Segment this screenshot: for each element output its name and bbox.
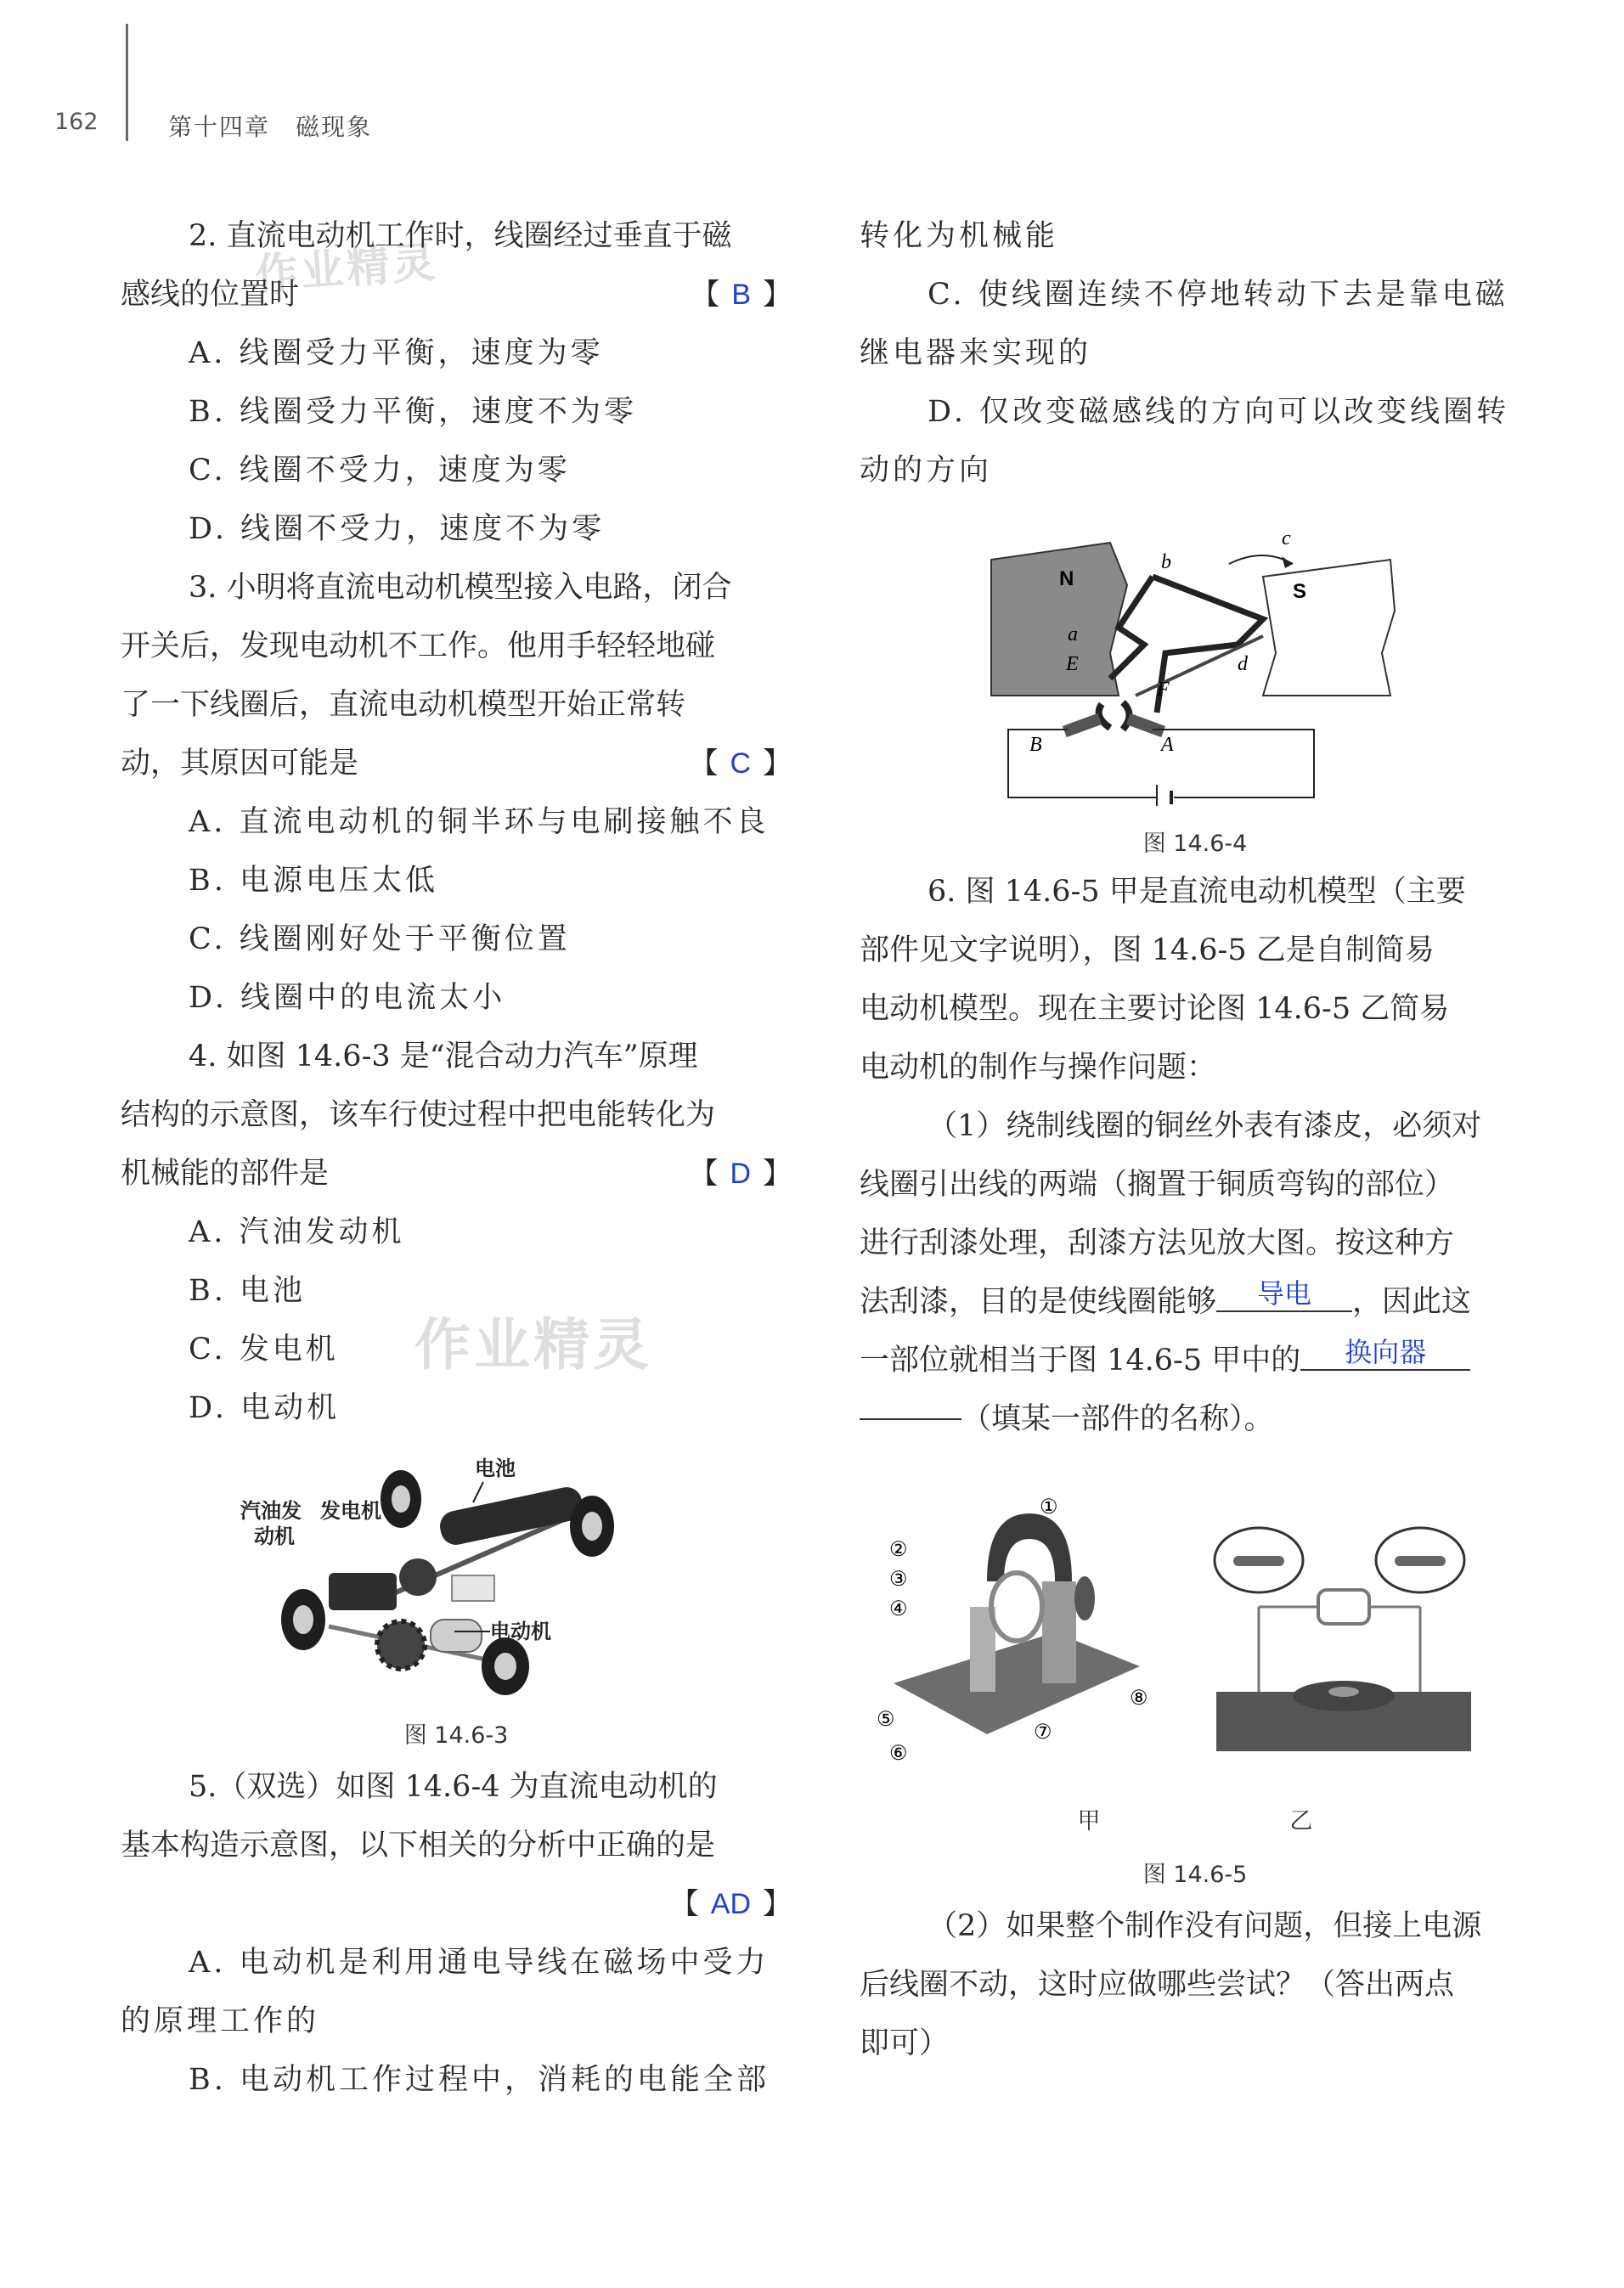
fill-blank-answer: 导电 (1216, 1276, 1352, 1312)
label-c: c (1282, 527, 1291, 549)
option: D. 线圈不受力，速度不为零 (189, 512, 606, 546)
question-stem: 一部位就相当于图 14.6-5 甲中的 (860, 1344, 1301, 1378)
label-F: F (1157, 679, 1170, 701)
label-motor: 电动机 (490, 1620, 551, 1643)
question-stem: 结构的示意图，该车行使过程中把电能转化为 (121, 1098, 716, 1132)
answer-bracket: 【 D 】 (689, 1157, 792, 1191)
marker-7: ⑦ (1034, 1720, 1052, 1744)
question-stem: 进行刮漆处理，刮漆方法见放大图。按这种方 (860, 1226, 1455, 1260)
question-stem: 部件见文字说明），图 14.6-5 乙是自制简易 (860, 933, 1435, 967)
question-stem: 电动机的制作与操作问题： (860, 1051, 1217, 1085)
answer-choice: B (731, 279, 751, 311)
question-stem: （2）如果整个制作没有问题，但接上电源 (928, 1909, 1482, 1943)
answer-choice: C (730, 747, 751, 780)
marker-1: ① (1040, 1495, 1058, 1519)
label-engine: 汽油发 (240, 1499, 302, 1523)
label-a: a (1068, 623, 1078, 645)
question-6 (860, 863, 1531, 1449)
question-3 (121, 559, 792, 1028)
circuit-wire (1153, 730, 1314, 797)
page-number: 162 (54, 109, 99, 135)
marker-2: ② (889, 1537, 908, 1561)
option: 动的方向 (860, 454, 993, 487)
option: D. 仅改变磁感线的方向可以改变线圈转 (928, 395, 1510, 429)
hybrid-car-diagram (235, 1450, 677, 1696)
label-E: E (1066, 653, 1079, 675)
figure-caption: 图 14.6-5 (1142, 1862, 1248, 1888)
controller-shape (452, 1575, 494, 1601)
marker-5: ⑤ (877, 1707, 895, 1731)
figure-caption: 图 14.6-4 (1142, 831, 1248, 857)
label-B: B (1029, 734, 1042, 756)
question-stem: （1）绕制线圈的铜丝外表有漆皮，必须对 (928, 1109, 1482, 1143)
question-stem: 6. 图 14.6-5 甲是直流电动机模型（主要 (928, 875, 1466, 909)
wheel-hub (494, 1653, 516, 1680)
chapter-title: 第十四章 磁现象 (168, 113, 373, 141)
option: C. 线圈不受力，速度为零 (189, 454, 571, 487)
north-magnet (991, 543, 1127, 696)
south-magnet (1263, 560, 1395, 696)
option: B. 电源电压太低 (189, 864, 438, 898)
coil (991, 1573, 1042, 1641)
question-stem: 电动机模型。现在主要讨论图 14.6-5 乙简易 (860, 992, 1450, 1026)
option: D. 电动机 (189, 1391, 341, 1425)
option: 的原理工作的 (121, 2004, 320, 2038)
label-generator: 发电机 (320, 1499, 381, 1523)
brush (1126, 713, 1165, 737)
wheel-hub (582, 1512, 602, 1541)
question-stem: 后线圈不动，这时应做哪些尝试？（答出两点 (860, 1968, 1455, 2002)
question-stem: 法刮漆，目的是使线圈能够 (860, 1285, 1217, 1319)
homemade-coil (1318, 1590, 1369, 1624)
commutator (1123, 702, 1130, 730)
header-rule (126, 24, 128, 141)
watermark: 作业精灵 (414, 1312, 652, 1378)
option: A. 汽油发动机 (189, 1215, 405, 1249)
motor-shape (431, 1620, 482, 1652)
pulley (1074, 1576, 1095, 1620)
answer-choice: AD (710, 1888, 751, 1920)
figure-caption: 图 14.6-3 (403, 1722, 509, 1749)
label-battery: 电池 (475, 1457, 516, 1480)
answer-bracket: 【 C 】 (689, 747, 792, 781)
left-column (121, 207, 792, 2110)
fill-blank-answer: 换向器 (1300, 1335, 1470, 1371)
question-4 (121, 1028, 792, 1438)
answer-bracket: 【 B 】 (691, 278, 792, 312)
right-column (860, 207, 1531, 2073)
question-5 (121, 1758, 792, 2110)
generator-shape (399, 1558, 437, 1596)
question-2 (121, 207, 792, 559)
question-stem: 感线的位置时 (121, 278, 300, 312)
watermark: 作业精灵 (253, 237, 441, 300)
option: B. 电池 (189, 1274, 306, 1308)
sub-label-jia: 甲 (1077, 1808, 1101, 1834)
leader-line (473, 1482, 483, 1502)
figure-14-6-4 (983, 526, 1407, 806)
question-stem: 开关后，发现电动机不工作。他用手轻轻地碰 (121, 629, 716, 663)
question-stem: 即可） (860, 2026, 950, 2060)
question-stem: 基本构造示意图，以下相关的分析中正确的是 (121, 1829, 716, 1863)
option: A. 线圈受力平衡，速度为零 (189, 336, 604, 370)
marker-4: ④ (889, 1597, 908, 1620)
model-base (894, 1632, 1140, 1734)
option: A. 电动机是利用通电导线在磁场中受力 (189, 1946, 770, 1980)
question-stem: 3. 小明将直流电动机模型接入电路，闭合 (189, 571, 732, 605)
label-d: d (1238, 653, 1248, 675)
option: B. 电动机工作过程中，消耗的电能全部 (189, 2063, 770, 2097)
engine-shape (329, 1573, 397, 1610)
magnet-disc-hole (1328, 1687, 1359, 1697)
label-A: A (1161, 734, 1174, 756)
question-stem: 了一下线圈后，直流电动机模型开始正常转 (121, 688, 686, 722)
question-stem: ，因此这 (1352, 1285, 1472, 1319)
fill-blank-line (860, 1418, 961, 1420)
motor-models-illustration (860, 1479, 1531, 1794)
option: C. 使线圈连续不停地转动下去是靠电磁 (928, 278, 1508, 312)
question-stem: 线圈引出线的两端（搁置于铜质弯钩的部位） (860, 1168, 1455, 1202)
wheel-hub (293, 1605, 313, 1634)
sub-label-yi: 乙 (1289, 1808, 1313, 1834)
label-b: b (1161, 551, 1171, 573)
option: C. 线圈刚好处于平衡位置 (189, 922, 571, 956)
label-engine: 动机 (254, 1524, 295, 1548)
marker-8: ⑧ (1130, 1686, 1148, 1710)
option: 转化为机械能 (860, 219, 1059, 253)
option: B. 线圈受力平衡，速度不为零 (189, 395, 637, 429)
gear-shape (377, 1621, 425, 1669)
question-stem: 5.（双选）如图 14.6-4 为直流电动机的 (189, 1770, 718, 1804)
option: A. 直流电动机的铜半环与电刷接触不良 (189, 805, 770, 839)
horseshoe-magnet (987, 1513, 1072, 1581)
answer-bracket: 【 AD 】 (669, 1887, 792, 1921)
battery-shape (437, 1485, 586, 1547)
figure-14-6-5 (860, 1479, 1531, 1794)
question-stem: （填某一部件的名称）。 (961, 1402, 1274, 1436)
wheel-hub (392, 1485, 410, 1513)
figure-14-6-3 (235, 1450, 677, 1696)
question-stem: 2. 直流电动机工作时，线圈经过垂直于磁 (189, 219, 732, 253)
dc-motor-diagram (983, 526, 1407, 806)
answer-choice: D (730, 1158, 751, 1190)
label-S: S (1293, 580, 1307, 603)
option: D. 线圈中的电流太小 (189, 981, 506, 1015)
question-stem: 4. 如图 14.6-3 是“混合动力汽车”原理 (189, 1040, 698, 1074)
marker-6: ⑥ (889, 1741, 908, 1765)
question-stem: 动，其原因可能是 (121, 747, 359, 781)
option: C. 发电机 (189, 1333, 339, 1367)
support-post (1042, 1581, 1076, 1683)
label-N: N (1059, 567, 1074, 590)
scraped-wire (1233, 1556, 1284, 1566)
brush (1063, 713, 1102, 737)
marker-3: ③ (889, 1567, 908, 1591)
scraped-wire (1395, 1556, 1446, 1566)
question-stem: 机械能的部件是 (121, 1157, 330, 1191)
option: 继电器来实现的 (860, 336, 1092, 370)
